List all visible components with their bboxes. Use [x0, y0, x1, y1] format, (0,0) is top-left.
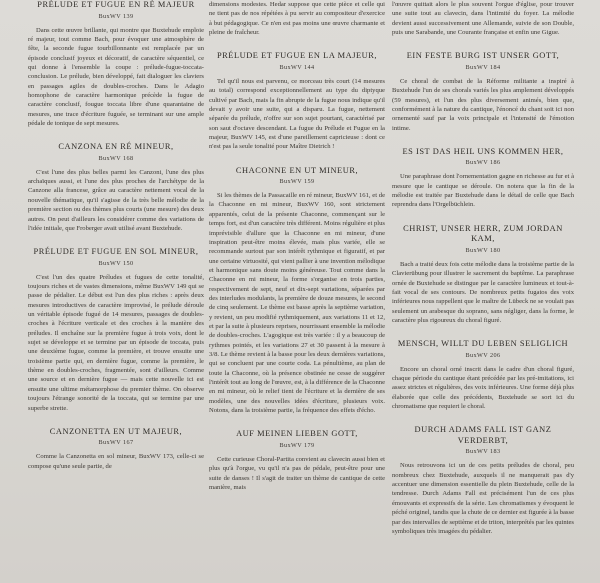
section-title: AUF MEINEN LIEBEN GOTT, [236, 429, 358, 439]
section-text: Une paraphrase dont l'ornementation gagne en richesse au fur et à mesure que le cantique se déroule. On notera que la fin de la mélodie est traitée par Buxtehude dans le détail de celle que Bach reprendra dans l'Orgelbüchlein. [392, 173, 574, 209]
catalogue-number: BuxWV 184 [465, 63, 501, 71]
section-text: Tel qu'il nous est parvenu, ce morceau très court (14 mesures au total) correspond exceptionnellement au type du diptyque cultivé par Bach, mais la fin abrupte de la fugue nous indique qu'il devait y avoir une suite, qui a disparu. La fugue, nettement séparée du prélude, n'offre sur son sujet pourtant, caractérisé par son saut d'octave descendant. La fugue du Prélude et Fugue en la majeur, BuxWV 145, est d'une pareillement capricieuse : dont ce n'est pas la seule tonalité pour Maître Dietrich ! [209, 77, 385, 151]
section-text: Encore un choral orné inscrit dans le cadre d'un choral figuré, chaque période du cantique étant précédée par les pré-imitations, ici assez strictes et régulières, des voix inférieures. Une forme déjà plus élaborée que celle des précédents, Buxtehude se sort ici du chromatisme que requiert le choral. [392, 365, 574, 411]
catalogue-number: BuxWV 179 [279, 441, 315, 449]
section-text: Nous retrouvons ici un de ces petits préludes de choral, peu nombreux chez Buxtehude, auxquels il ne manquerait pas d'y accentuer une dimension essentielle du plein Buxtehude, celle de la tendresse. Durch Adams Fall est précisément l'un de ces plus émouvants et expressifs de la série. Les chromatismes y évoquent le péché originel, tandis que la chute de ce dernier est figurée à la basse par des intervalles de septième et de triton, interprétés par les quintes symboliques très imagées du pédalier. [392, 462, 574, 535]
section-mensch-willt-du [392, 339, 574, 411]
section-canzonetta-ut-majeur [28, 427, 204, 471]
catalogue-number: BuxWV 180 [465, 246, 501, 254]
section-prelude-fugue-la-majeur [209, 51, 385, 151]
catalogue-number: BuxWV 159 [279, 178, 315, 186]
continued-text [209, 0, 385, 37]
section-text: Ce choral de combat de la Réforme militante a inspiré à Buxtehude l'un de ses chorals variés les plus amplement développés (59 mesures), et l'un des plus diversement animés, bien que, conformément à la nature du cantique, l'énoncé du chant soit ici non ornementé sauf par la voix principale et l'intensité de l'émotion intime. [392, 77, 574, 132]
section-es-ist-das-heil [392, 147, 574, 210]
section-text: dimensions modestes. Hedar suppose que cette pièce et celle qui ne tient pas de nos répétées à pu servir au compositeur d'exercice à but pédagogique. Ce n'en est pas moins une œuvre charmante et pleine de fraîcheur. [209, 1, 385, 37]
section-prelude-fugue-re-majeur [28, 0, 204, 128]
catalogue-number: BuxWV 186 [465, 159, 501, 167]
section-prelude-fugue-sol-mineur [28, 247, 204, 413]
section-title: EIN FESTE BURG IST UNSER GOTT, [406, 51, 560, 61]
catalogue-number: BuxWV 206 [465, 351, 501, 359]
section-auf-meinen-lieben-gott [209, 429, 385, 492]
section-title: CANZONETTA EN UT MAJEUR, [49, 426, 183, 436]
column-3 [392, 0, 574, 583]
section-text: Cette curieuse Choral-Partita convient au clavecin aussi bien et plus qu'à l'orgue, vu qu'il n'a pas de pédale, peut-être pour une suite de danses ! Il s'agit de traiter un thème de cantique de cette manière, mais [209, 455, 385, 491]
section-durch-adams-fall [392, 425, 574, 536]
catalogue-number: BuxWV 150 [98, 259, 134, 267]
section-text: Dans cette œuvre brillante, qui montre que Buxtehude emploie ré majeur, tout comme Bach, pour évoquer une atmosphère de fête, la seconde fugue tourbillonnante est remplacée par un épisode conclusif joyeux et décoratif, de caractère séquentiel, ce qui donne à l'ensemble la coupe : prélude-fugue-toccata-conclusion. Le prélude, bien développé, fait dialoguer les claviers en passages agiles de doubles-croches. Dans le Adagio homophone de caractère harmonique précède la fugue de caractère conclusif, fougue toccata libre d'une quarantaine de mesures, une trace d'écriture fuguée, se terminant sur une ample pédale de tonique de sept mesures. [28, 26, 204, 127]
section-christ-unser-herr [392, 224, 574, 325]
section-title: MENSCH, WILLT DU LEBEN SELIGLICH [397, 339, 569, 349]
column-2 [209, 0, 385, 583]
section-title: DURCH ADAMS FALL IST GANZ VERDERBT, [414, 425, 552, 445]
catalogue-number: BuxWV 144 [279, 63, 315, 71]
section-text: Bach a traité deux fois cette mélodie dans la troisième partie de la Clavierübung pour illustrer le sacrement du baptême. La paraphrase ornée de Buxtehude se distingue par le caractère lumineux et tout-à-fait vocal de ses contours. De nombreux petits fugatos des voix inférieures nous rappellent que le maître de Lübeck ne se voulait pas seulement un arabesque du soprano, sans négliger, dans la forme, le caractère plus rigoureux du choral figuré. [392, 260, 574, 324]
section-title: PRÉLUDE ET FUGUE EN SOL MINEUR, [33, 247, 199, 257]
section-text: C'est l'une des plus belles parmi les Canzoni, l'une des plus archaïques aussi, et l'une des plus proches de l'archétype de la Canzone alla francese, grâce au caractère nettement vocal de la nouvelle thématique, qu'il s'agisse de la très belle mélodie de la première section ou des thèmes plus courts (une mesure) des deux autres. On peut d'ailleurs les considérer comme des variations de l'idée initiale, que Froberger avait utilisé avant Buxtehude. [28, 168, 204, 232]
column-1 [28, 0, 204, 583]
catalogue-number: BuxWV 168 [98, 154, 134, 162]
catalogue-number: BuxWV 183 [465, 448, 501, 456]
section-title: PRÉLUDE ET FUGUE EN LA MAJEUR, [216, 51, 378, 61]
section-title: CANZONA EN RÉ MINEUR, [58, 142, 174, 152]
section-text: l'œuvre quittait alors le plus souvent l'orgue d'église, pour trouver une suite tout au clavecin, dans l'intimité du foyer. La mélodie devient aussi successivement une Allemande, suivie de son Double, puis une Sarabande, une Courante française et enfin une Gigue. [392, 1, 574, 37]
section-canzona-re-mineur [28, 142, 204, 233]
section-title: CHACONNE EN UT MINEUR, [235, 165, 359, 175]
section-title: PRÉLUDE ET FUGUE EN RÉ MAJEUR [37, 0, 195, 9]
section-text: Si les thèmes de la Passacaille en ré mineur, BuxWV 161, et de la Chaconne en mi mineur, BuxWV 160, sont strictement apparentés, celui de la présente Chaconne, commençant sur le temps fort, est d'un caractère très différent. Moins régulière et plus imprévisible d'allure que la Chaconne en mi mineur, d'une inspiration peut-être moins élevée, mais plus variée, elle se recommande surtout par son intérêt rythmique et figuratif, et par une certaine virtuosité, qui vient pallier à une invention mélodique et harmonique sans doute moins généreuse. Tout comme dans la Chaconne en mi mineur, la forme s'organise en trois parties, respectivement de sept, neuf et dix-sept variations, séparées par des interludes modulants, la première de douze mesures, le second de cinq seulement. Le thème est basse après la septième variation, y revient, un peu modifié rythmiquement, aux variations 11 et 12, et par la suite à plusieurs reprises, nourrissant ensemble la mélodie de doubles-croches. L'agogique est très variée : il y a beaucoup de rythmes pointés, et les variations 27 et 30 passent à la mesure à 3/8. Le thème revient à la basse pour les deux dernières variations, qui se concluent par une courte coda. La pénultième, au plan de toute la Chaconne, où la présence obstinée ne cesse de suggérer l'intérêt tout au long de l'œuvre, est, à la différence de la Chaconne en mi mineur, où le relief tient de l'écriture et la dernière de ses modèles, une des nouvelles idées d'écriture, plusieurs voix. Notons, dans la troisième partie, la fréquence des effets d'écho. [209, 192, 385, 415]
section-text: Comme la Canzonetta en sol mineur, BuxWV 173, celle-ci se compose qu'une seule partie, de [28, 453, 204, 470]
section-ein-feste-burg [392, 51, 574, 133]
continued-text [392, 0, 574, 37]
section-chaconne-ut-mineur [209, 166, 385, 416]
section-title: CHRIST, UNSER HERR, ZUM JORDAN KAM, [403, 223, 563, 244]
catalogue-number: BuxWV 167 [98, 439, 134, 447]
section-text: C'est l'un des quatre Préludes et fugues de cette tonalité, toujours riches et de vastes dimensions, même BuxWV 149 qui se passe de pédalier. Le début est l'un des plus riches : après deux mesures introductives de caractère improvisé, le prélude déroule un véritable épisode fugué de 14 mesures, passages de doubles-croches à l'écriture verticale et des croches à la manière des préludes. Il enchaîne sur la première fugue à trois voix, dont le sujet se développe et se termine par un épisode de toccata, puis une deuxième fugue, comme la première, et trouve ensuite une troisième partie qui, en dernière fugue, comme la première, le thème en doubles-croches, fragmentée, sont d'ailleurs. Comme une source et en dernière fugue — mais cette nouvelle ici est ensuite une ultime métamorphose du premier thème. On observe toujours l'étrange sonorité de la toccata, qui se termine par une superbe strette. [28, 273, 204, 412]
section-title: ES IST DAS HEIL UNS KOMMEN HER, [402, 146, 564, 156]
catalogue-number: BuxWV 139 [98, 12, 134, 20]
